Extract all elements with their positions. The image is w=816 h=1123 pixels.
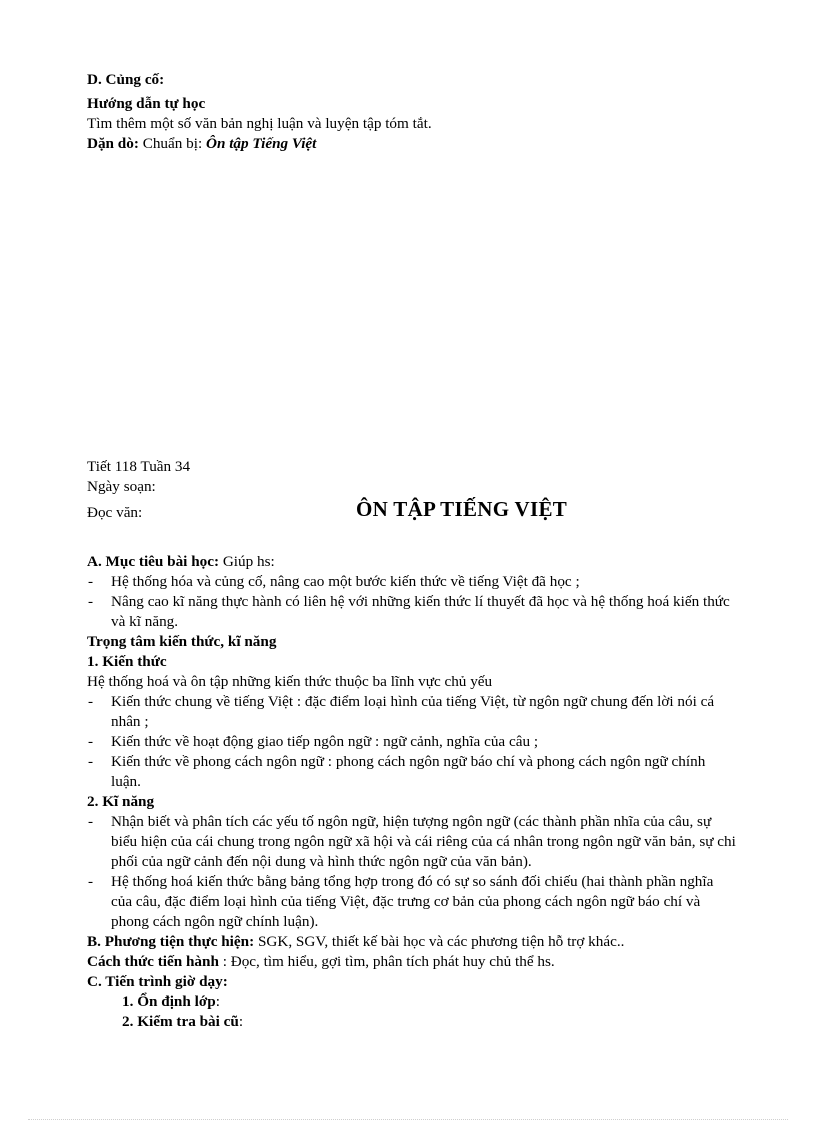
- step-1-line: [87, 992, 737, 1012]
- list-item: - Nâng cao kĩ năng thực hành có liên hệ với những kiến thức lí thuyết đã học và hệ thống hoá kiến thức và kĩ năng.: [87, 592, 737, 632]
- page-title: ÔN TẬP TIẾNG VIỆT: [356, 497, 568, 521]
- date-label: Ngày soạn:: [87, 478, 156, 495]
- step-2-line: [87, 1012, 737, 1032]
- closing-section: [87, 70, 747, 154]
- method-label: Cách thức tiến hành: [87, 953, 219, 970]
- section-a-line: [87, 552, 737, 572]
- subject-label: Đọc văn:: [87, 504, 143, 521]
- section-b-label: B. Phương tiện thực hiện:: [87, 933, 255, 950]
- section-a-intro: Giúp hs:: [219, 553, 275, 570]
- focus-heading: Trọng tâm kiến thức, kĩ năng: [87, 633, 277, 650]
- objectives-list: [87, 572, 737, 632]
- section-b-text: SGK, SGV, thiết kế bài học và các phương tiện hỗ trợ khác..: [254, 933, 625, 950]
- heading-self-study: Hướng dẫn tự học: [87, 95, 206, 112]
- lesson-body: [87, 552, 737, 1032]
- skills-heading: 2. Kĩ năng: [87, 793, 155, 810]
- homework-label: Dặn dò:: [87, 135, 139, 152]
- period-week: Tiết 118 Tuần 34: [87, 458, 191, 475]
- list-item: - Nhận biết và phân tích các yếu tố ngôn ngữ, hiện tượng ngôn ngữ (các thành phần nhĩa của câu, sự biểu hiện của cái chung trong ngôn ngữ xã hội và cái riêng của cá nhân trong ngôn ngữ văn bản, sự chi phối của ngữ cảnh đến nội dung và hình thức ngôn ngữ của văn bản).: [87, 812, 737, 872]
- method-line: [87, 952, 737, 972]
- section-b-line: [87, 932, 737, 952]
- page-bottom-divider: [28, 1119, 788, 1120]
- list-item: - Hệ thống hoá kiến thức bằng bảng tổng hợp trong đó có sự so sánh đối chiếu (hai thành phần nghĩa của câu, đặc điểm loại hình của tiếng Việt, đặc trưng cơ bản của phong cách ngôn ngữ báo chí và phong cách ngôn ngữ chính luận).: [87, 872, 737, 932]
- step-2-suffix: :: [238, 1013, 244, 1030]
- homework-text: Chuẩn bị:: [138, 135, 206, 152]
- homework-line: [87, 134, 747, 154]
- step-1-label: 1. Ổn định lớp: [122, 993, 216, 1010]
- list-item: - Kiến thức về phong cách ngôn ngữ : phong cách ngôn ngữ báo chí và phong cách ngôn ngữ chính luận.: [87, 752, 737, 792]
- step-1-suffix: :: [215, 993, 220, 1010]
- section-c-label: C. Tiến trình giờ dạy:: [87, 973, 228, 990]
- list-item: - Hệ thống hóa và củng cố, nâng cao một bước kiến thức về tiếng Việt đã học ;: [87, 572, 737, 592]
- knowledge-intro: Hệ thống hoá và ôn tập những kiến thức thuộc ba lĩnh vực chủ yếu: [87, 673, 493, 690]
- skills-list: [87, 812, 737, 932]
- list-item: - Kiến thức chung về tiếng Việt : đặc điểm loại hình của tiếng Việt, từ ngôn ngữ chung đến lời nói cá nhân ;: [87, 692, 737, 732]
- method-text: : Đọc, tìm hiểu, gợi tìm, phân tích phát huy chủ thể hs.: [218, 953, 555, 970]
- knowledge-list: [87, 692, 737, 792]
- homework-item: Ôn tập Tiếng Việt: [205, 135, 317, 152]
- heading-consolidation: D. Củng cố:: [87, 71, 165, 88]
- section-a-label: A. Mục tiêu bài học:: [87, 553, 220, 570]
- self-study-text: Tìm thêm một số văn bản nghị luận và luyện tập tóm tắt.: [87, 115, 432, 132]
- step-2-label: 2. Kiểm tra bài cũ: [122, 1013, 239, 1030]
- list-item: - Kiến thức về hoạt động giao tiếp ngôn ngữ : ngữ cảnh, nghĩa của câu ;: [87, 732, 737, 752]
- knowledge-heading: 1. Kiến thức: [87, 653, 167, 670]
